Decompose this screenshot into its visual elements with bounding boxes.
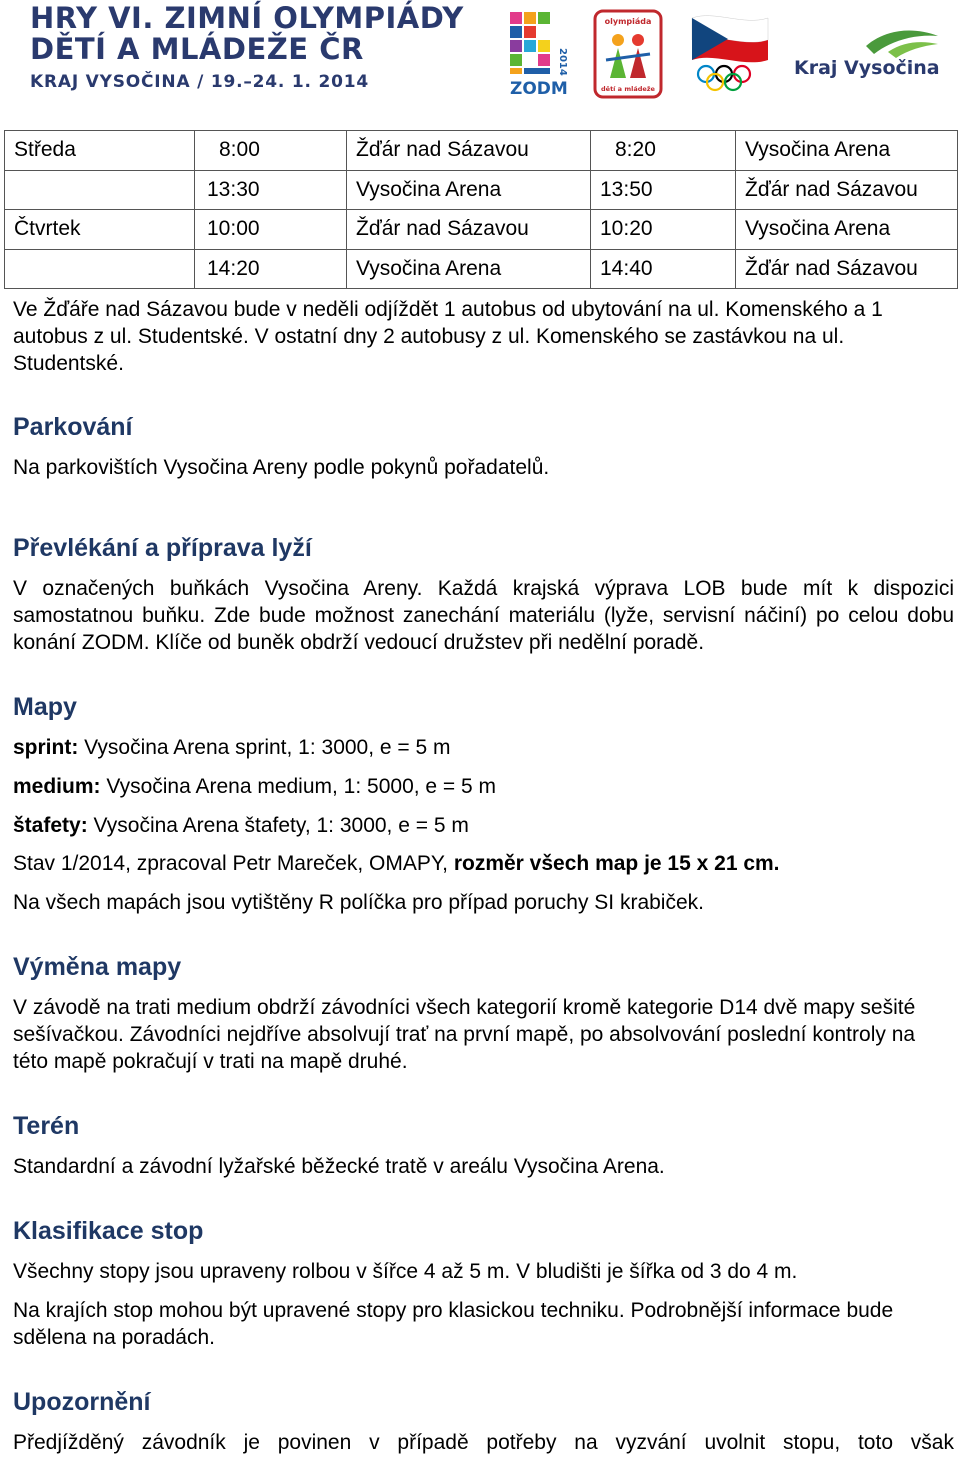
title-line-1: HRY VI. ZIMNÍ OLYMPIÁDY <box>30 1 464 35</box>
from-cell: Vysočina Arena <box>347 249 591 289</box>
map-si-note: Na všech mapách jsou vytištěny R políčka pro případ poruchy SI krabiček. <box>13 891 704 914</box>
map-state <box>13 850 954 877</box>
arrival-time-cell: 13:50 <box>591 170 736 210</box>
warning-heading: Upozornění <box>13 1388 151 1416</box>
map-relay-label: štafety: <box>13 814 88 837</box>
tracks-text-2: Na krajích stop mohou být upravené stopy pro klasickou techniku. Podrobnější informace bude sdělena na poradách. <box>13 1299 894 1349</box>
map-sprint-text: Vysočina Arena sprint, 1: 3000, e = 5 m <box>78 736 451 759</box>
bus-note: Ve Žďáře nad Sázavou bude v neděli odjíždět 1 autobus od ubytování na ul. Komenského a 1 autobus z ul. Studentské. V ostatní dny 2 autobusy z ul. Komenského se zastávkou na ul. Studentské. <box>13 298 883 375</box>
from-cell: Žďár nad Sázavou <box>347 210 591 250</box>
to-cell: Vysočina Arena <box>736 210 958 250</box>
map-medium <box>13 773 954 800</box>
day-cell: Středa <box>5 131 195 171</box>
changing-text: V označených buňkách Vysočina Areny. Každá krajská výprava LOB bude mít k dispozici samostatnou buňku. Zde bude možnost zanechání materiálu (lyže, servisní náčiní) po celou dobu konání ZODM. Klíče od buněk obdrží vedoucí družstev při nedělní poradě. <box>13 577 954 654</box>
arrival-time-cell: 10:20 <box>591 210 736 250</box>
map-state-text: Stav 1/2014, zpracoval Petr Mareček, OMAPY, <box>13 852 454 875</box>
map-relay-text: Vysočina Arena štafety, 1: 3000, e = 5 m <box>87 814 469 837</box>
to-cell: Vysočina Arena <box>736 131 958 171</box>
map-medium-label: medium: <box>13 775 101 798</box>
map-sprint-label: sprint: <box>13 736 79 759</box>
to-cell: Žďár nad Sázavou <box>736 170 958 210</box>
arrival-time-cell: 8:20 <box>591 131 736 171</box>
svg-text:2014: 2014 <box>557 48 568 76</box>
svg-text:dětí a mládeže: dětí a mládeže <box>601 85 655 93</box>
maps-heading: Mapy <box>13 693 77 721</box>
to-cell: Žďár nad Sázavou <box>736 249 958 289</box>
bus-schedule-table <box>4 130 958 289</box>
map-change-text: V závodě na trati medium obdrží závodníci všech kategorií kromě kategorie D14 dvě mapy sešité sešívačkou. Závodníci nejdříve absolvují trať na první mapě, po absolvování poslední kontroly na této mapě pokračují v trati na mapě druhé. <box>13 996 916 1073</box>
from-cell: Žďár nad Sázavou <box>347 131 591 171</box>
day-cell: Čtvrtek <box>5 210 195 250</box>
zodm-logo <box>508 8 576 100</box>
tracks-text-1: Všechny stopy jsou upraveny rolbou v šířce 4 až 5 m. V bludišti je šířka od 3 do 4 m. <box>13 1260 798 1283</box>
from-cell: Vysočina Arena <box>347 170 591 210</box>
changing-heading: Převlékání a příprava lyží <box>13 534 312 562</box>
map-relay <box>13 812 954 839</box>
departure-time-cell: 8:00 <box>195 131 347 171</box>
map-sprint <box>13 734 954 761</box>
map-change-heading: Výměna mapy <box>13 953 182 981</box>
departure-time-cell: 14:20 <box>195 249 347 289</box>
warning-text: Předjížděný závodník je povinen v případě potřeby na vyzvání uvolnit stopu, toto však <box>13 1431 954 1454</box>
map-medium-text: Vysočina Arena medium, 1: 5000, e = 5 m <box>100 775 497 798</box>
arrival-time-cell: 14:40 <box>591 249 736 289</box>
day-cell <box>5 249 195 289</box>
table-row <box>5 210 958 250</box>
header-banner <box>0 0 960 110</box>
table-row <box>5 170 958 210</box>
terrain-text: Standardní a závodní lyžařské běžecké tratě v areálu Vysočina Arena. <box>13 1155 665 1178</box>
svg-text:ZODM: ZODM <box>510 79 568 99</box>
terrain-heading: Terén <box>13 1112 80 1140</box>
parking-heading: Parkování <box>13 413 133 441</box>
table-row <box>5 249 958 289</box>
title-line-2: DĚTÍ A MLÁDEŽE ČR <box>30 32 364 66</box>
olympiada-logo <box>592 8 664 100</box>
map-size-note: rozměr všech map je 15 x 21 cm. <box>453 852 780 875</box>
departure-time-cell: 13:30 <box>195 170 347 210</box>
title-line-3: KRAJ VYSOČINA / 19.–24. 1. 2014 <box>30 72 370 92</box>
kraj-vysocina-logo <box>792 28 942 84</box>
tracks-heading: Klasifikace stop <box>13 1217 204 1245</box>
event-title <box>30 1 464 92</box>
day-cell <box>5 170 195 210</box>
svg-text:olympiáda: olympiáda <box>604 17 652 26</box>
departure-time-cell: 10:00 <box>195 210 347 250</box>
table-row <box>5 131 958 171</box>
czech-olympic-logo <box>684 10 776 100</box>
parking-text: Na parkovištích Vysočina Areny podle pokynů pořadatelů. <box>13 456 550 479</box>
svg-text:Kraj Vysočina: Kraj Vysočina <box>794 57 940 79</box>
